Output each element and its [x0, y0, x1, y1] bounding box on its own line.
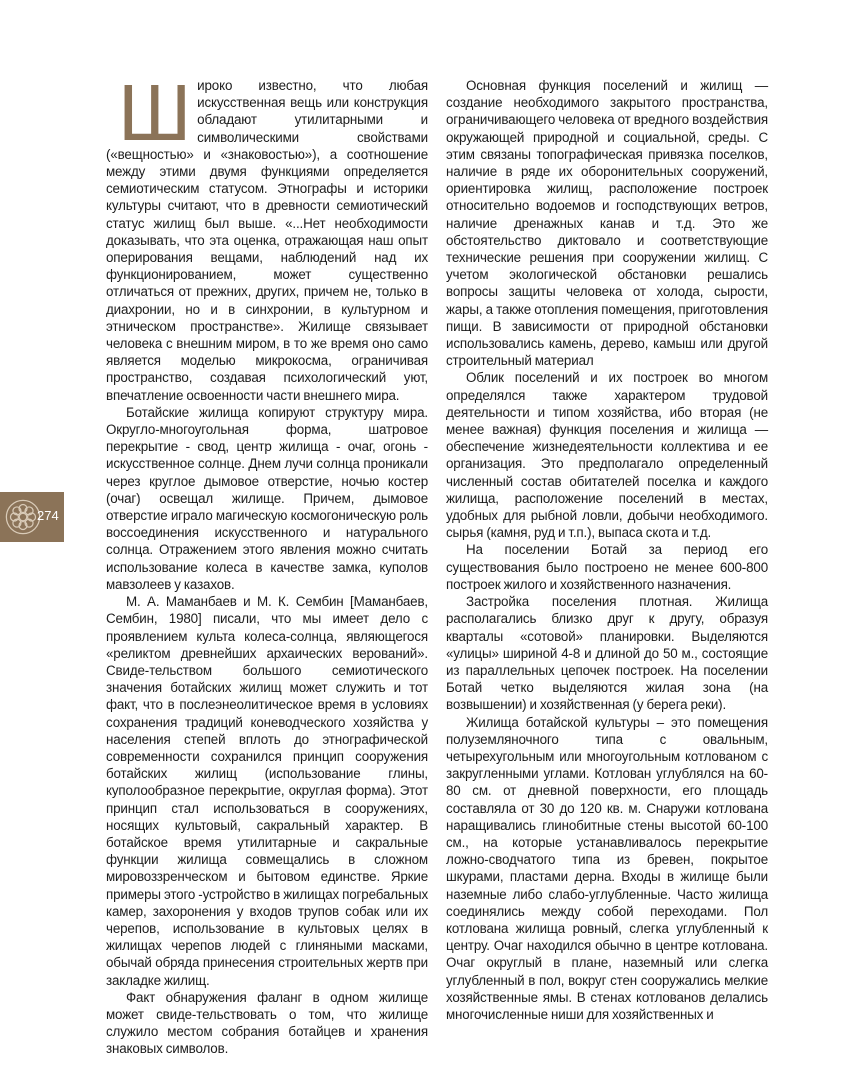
paragraph: На поселении Ботай за период его существования было построено не менее 600-800 построек жилого и хозяйственного назначения.: [446, 542, 768, 592]
page-number-badge: [0, 492, 64, 542]
right-column: [446, 77, 768, 1023]
paragraph: Облик поселений и их построек во многом определялся также характером трудовой деятельности и типом хозяйства, ибо вторая (не менее важная) функция поселения и жилища — обеспечение жизнедеятельности коллектива и ее организация. Это предполагало определенный численный состав обитателей поселка и каждого жилища, расположение поселений в местах, удобных для рыбной ловли, добычи необходимого. сырья (камня, руд и т.п.), выпаса скота и т.д.: [446, 370, 768, 541]
left-column: [106, 68, 428, 1058]
paragraph: Факт обнаружения фаланг в одном жилище может свиде-тельствовать о том, что жилище служило местом собрания ботайцев и хранения знаковых символов.: [106, 989, 428, 1057]
paragraph: М. А. Маманбаев и М. К. Сембин [Маманбаев, Сембин, 1980] писали, что мы имеет дело с проявлением культа колеса-солнца, являющегося «реликтом древнейших архаических верований». Свиде-тельством большого семиотического значения ботайских жилищ может служить и тот факт, что в послеэнеолитическое время в условиях сохранения традиций коневодческого хозяйства у населения степей вплоть до этнографической современности сохранился принцип сооружения ботайских жилищ (использование глины, куполообразное перекрытие, округлая форма). Этот принцип стал использоваться в сооружениях, носящих культовый, сакральный характер. В ботайское время утилитарные и сакральные функции жилища совмещались в сложном мировоззренческом и бытовом единстве. Яркие примеры этого -устройство в жилищах погребальных камер, захоронения у входов трупов собак или их черепов, использование в культовых целях в жилищах черепов людей с глиняными масками, обычай обряда принесения строительных жертв при закладке жилищ.: [106, 594, 428, 988]
paragraph: [106, 68, 428, 404]
paragraph-text: ироко известно, что любая искусственная вещь или конструкция обладают утилитарными и символическими свойствами («вещностью» и «знаковостью»), а соотношение между этими двумя функциями определяется семиотическим статусом. Этнографы и историки культуры считают, что в древности семиотический статус жилищ был выше. «...Нет необходимости доказывать, что эта оценка, отражающая наш опыт оперирования вещами, наблюдений над их функционированием, может существенно отличаться от прежних, других, причем не, только в диахронии, но и в синхронии, в культурном и этническом пространстве». Жилище связывает человека с внешним миром, в то же время оно само является моделью микрокосма, ограничивая пространство, создавая психологический уют, впечатление освоенности части внешнего мира.: [106, 78, 428, 403]
paragraph: Застройка поселения плотная. Жилища располагались близко друг к другу, образуя кварталы «сотовой» планировки. Выделяются «улицы» шириной 4-8 и длиной до 50 м., состоящие из параллельных цепочек построек. На поселении Ботай четко выделяются жилая зона (на возвышении) и хозяйственная (у берега реки).: [446, 594, 768, 713]
paragraph: Жилища ботайской культуры – это помещения полуземляночного типа с овальным, четырехугольным или многоугольным котлованом с закругленными углами. Котлован углублялся на 60-80 см. от дневной поверхности, его площадь составляла от 30 до 120 кв. м. Снаружи котлована наращивались глинобитные стены высотой 60-100 см., на которые устанавливалось перекрытие ложно-сводчатого типа из бревен, покрытое шкурами, пластами дерна. Входы в жилище были наземные либо слабо-углубленные. Часто жилища соединялись между собой переходами. Пол котлована жилища ровный, слегка углубленный к центру. Очаг находился обычно в центре котлована. Очаг округлый в плане, наземный или слегка углубленный в пол, вокруг стен сооружались мелкие хозяйственные ямы. В стенах котлованов делались многочисленные ниши для хозяйственных и: [446, 714, 768, 1022]
paragraph: Ботайские жилища копируют структуру мира. Округло-многоугольная форма, шатровое перекрытие - свод, центр жилища - очаг, огонь - искусственное солнце. Днем лучи солнца проникали через круглое дымовое отверстие, ночью костер (очаг) освещал жилище. Причем, дымовое отверстие играло магическую космогоническую роль воссоединения искусственного и натурального солнца. Отражением этого явления можно считать использование колеса в качестве замка, куполов мавзолеев у казахов.: [106, 404, 428, 592]
drop-cap: Ш: [118, 68, 192, 157]
page-number: 274: [37, 508, 59, 523]
paragraph: Основная функция поселений и жилищ — создание необходимого закрытого пространства, ограничивающего человека от вредного воздействия окружающей природной и социальной, среды. С этим связаны топографическая привязка поселков, наличие в ряде их оборонительных сооружений, ориентировка жилищ, расположение построек относительно водоемов и господствующих ветров, наличие дренажных канав и т.д. Это же обстоятельство диктовало и соответствующие технические решения при сооружении жилищ. С учетом экологической обстановки решались вопросы защиты человека от холода, сырости, жары, а также отопления помещения, приготовления пищи. В зависимости от природной обстановки использовались камень, дерево, камыш или другой строительный материал: [446, 78, 768, 369]
